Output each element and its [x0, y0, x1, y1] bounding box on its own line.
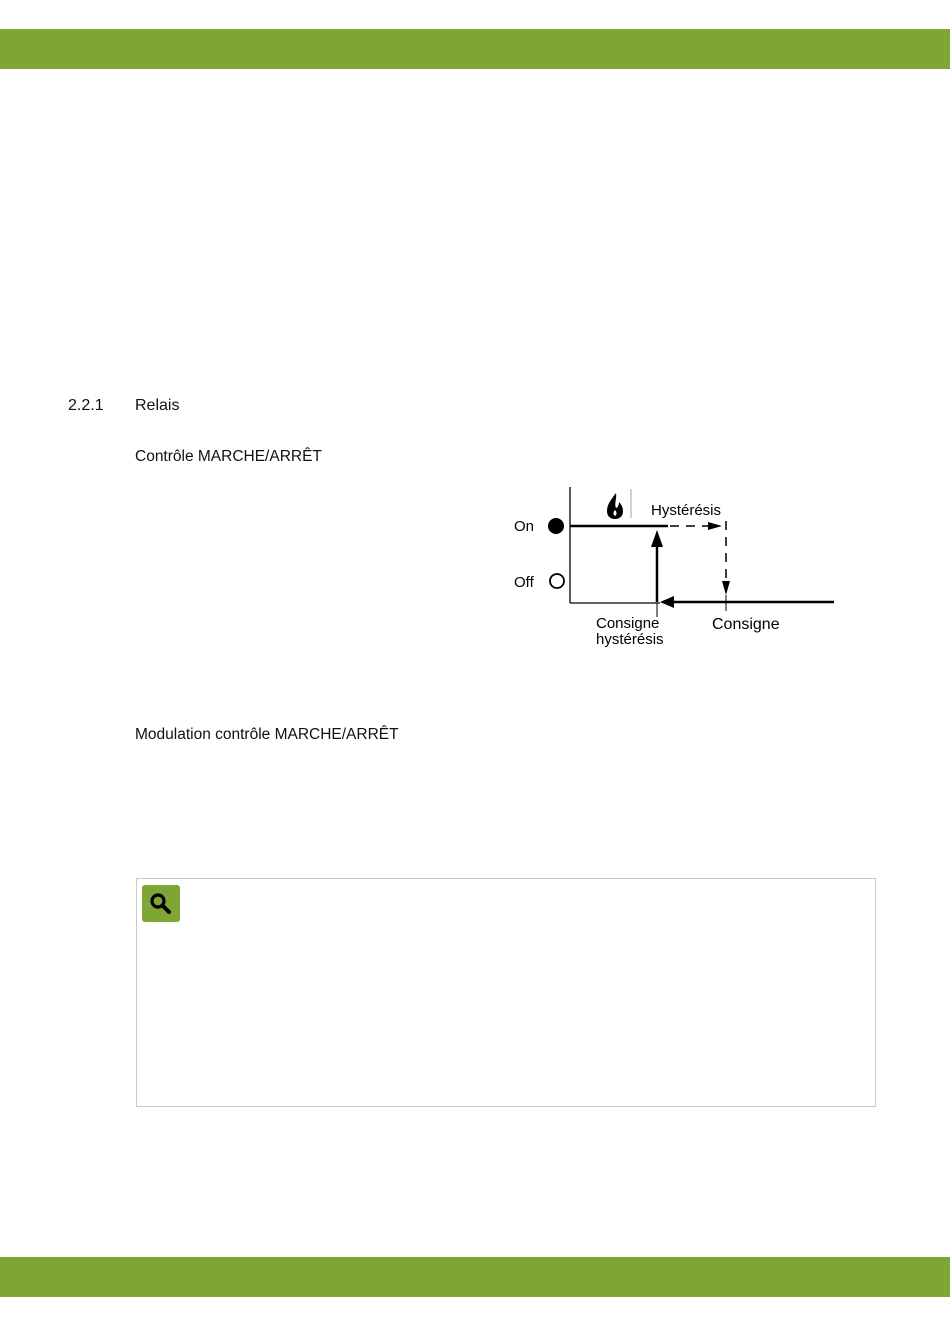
hysteresis-label: Hystérésis: [651, 502, 722, 519]
hysteresis-arrowhead: [708, 522, 722, 530]
consigne-label: Consigne: [712, 616, 780, 633]
consigne-hysteresis-label-line2: hystérésis: [596, 631, 664, 648]
consigne-drop-arrowhead: [722, 581, 730, 595]
off-level-arrowhead: [660, 596, 674, 608]
note-box: [136, 878, 876, 1107]
flame-icon: [607, 493, 623, 519]
off-indicator-icon: [550, 574, 564, 588]
off-label: Off: [514, 574, 534, 591]
on-label: On: [514, 518, 535, 535]
magnifier-icon: [142, 885, 180, 922]
on-indicator-icon: [548, 518, 564, 534]
footer-band: [0, 1257, 950, 1297]
section-title: Relais: [135, 397, 180, 414]
header-band: [0, 29, 950, 69]
switch-on-arrowhead: [651, 530, 663, 547]
section-heading: [68, 397, 179, 415]
consigne-hysteresis-label-line1: Consigne: [596, 615, 660, 632]
section-number: 2.2.1: [68, 397, 104, 414]
subheading-on-off-control: Contrôle MARCHE/ARRÊT: [135, 448, 322, 465]
subheading-modulation-control: Modulation contrôle MARCHE/ARRÊT: [135, 726, 399, 743]
hysteresis-diagram: [500, 483, 845, 653]
